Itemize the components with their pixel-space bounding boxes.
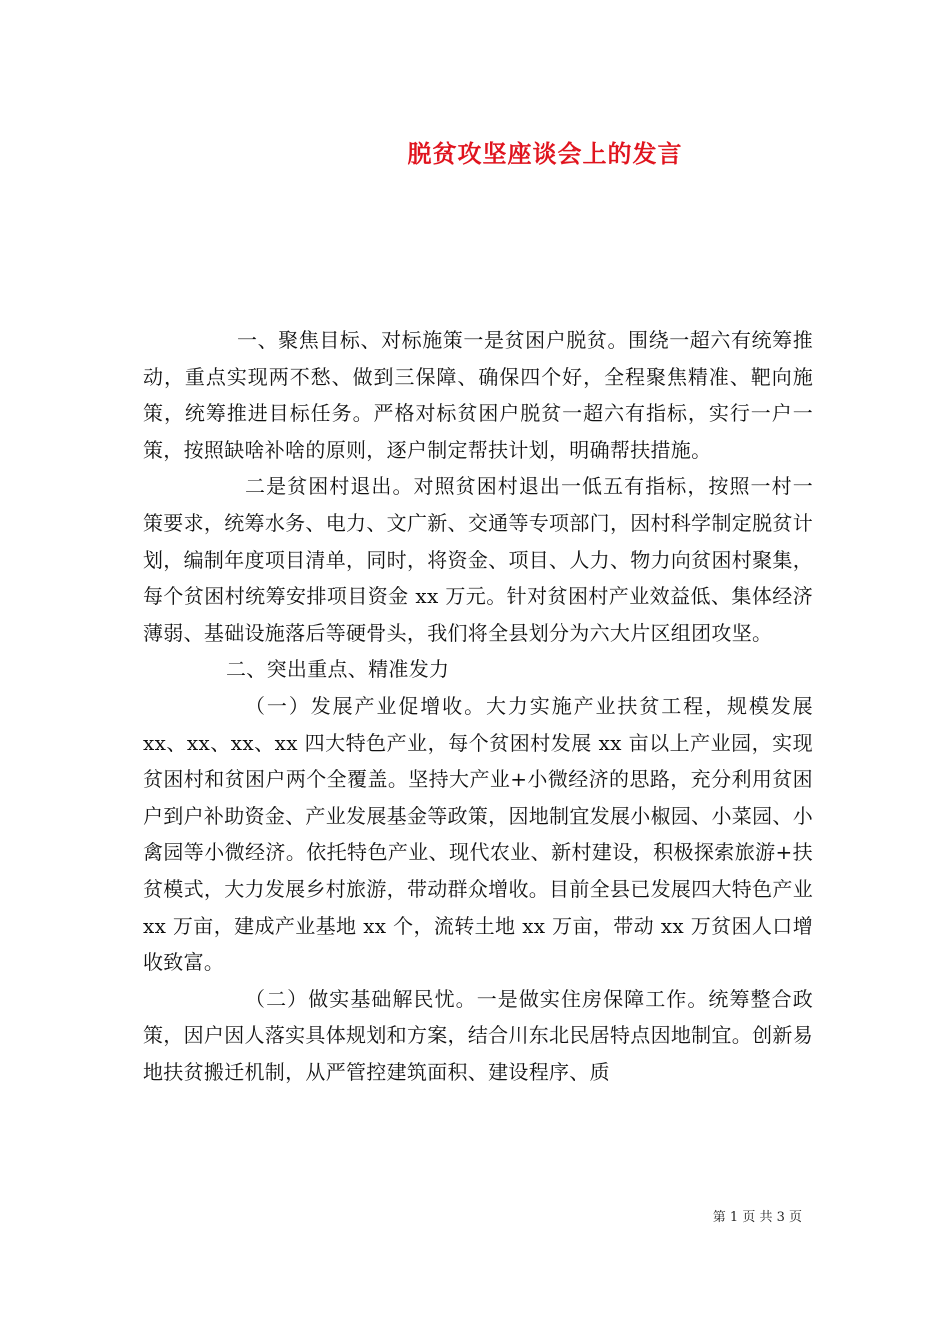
document-body (143, 322, 813, 1090)
document-title: 脱贫攻坚座谈会上的发言 (407, 139, 683, 168)
paragraph-4: （二）做实基础解民忧。一是做实住房保障工作。统筹整合政策，因户因人落实具体规划和方案，结合川东北民居特点因地制宜。创新易地扶贫搬迁机制，从严管控建筑面积、建设程序、质 (143, 986, 813, 1084)
paragraph-2: 二是贫困村退出。对照贫困村退出一低五有指标，按照一村一策要求，统筹水务、电力、文广新、交通等专项部门，因村科学制定脱贫计划，编制年度项目清单，同时，将资金、项目、人力、物力向贫困村聚集，每个贫困村统筹安排项目资金 xx 万元。针对贫困村产业效益低、集体经济薄弱、基础设施落后等硬骨头，我们将全县划分为六大片区组团攻坚。 (143, 474, 813, 645)
paragraph-1: 一、聚焦目标、对标施策一是贫困户脱贫。围绕一超六有统筹推动，重点实现两不愁、做到三保障、确保四个好，全程聚焦精准、靶向施策，统筹推进目标任务。严格对标贫困户脱贫一超六有指标，实行一户一策，按照缺啥补啥的原则，逐户制定帮扶计划，明确帮扶措施。 (143, 328, 813, 462)
section-heading-2: 二、突出重点、精准发力 (226, 657, 450, 682)
paragraph-3: （一）发展产业促增收。大力实施产业扶贫工程，规模发展 xx、xx、xx、xx 四大特色产业，每个贫困村发展 xx 亩以上产业园，实现贫困村和贫困户两个全覆盖。坚持大产业+小微经济的思路，充分利用贫困户到户补助资金、产业发展基金等政策，因地制宜发展小椒园、小菜园、小禽园等小微经济。依托特色产业、现代农业、新村建设，积极探索旅游+扶贫模式，大力发展乡村旅游，带动群众增收。目前全县已发展四大特色产业 xx 万亩，建成产业基地 xx 个，流转土地 xx 万亩，带动 xx 万贫困人口增收致富。 (143, 693, 813, 975)
page-number-footer: 第 1 页 共 3 页 (712, 1210, 802, 1225)
